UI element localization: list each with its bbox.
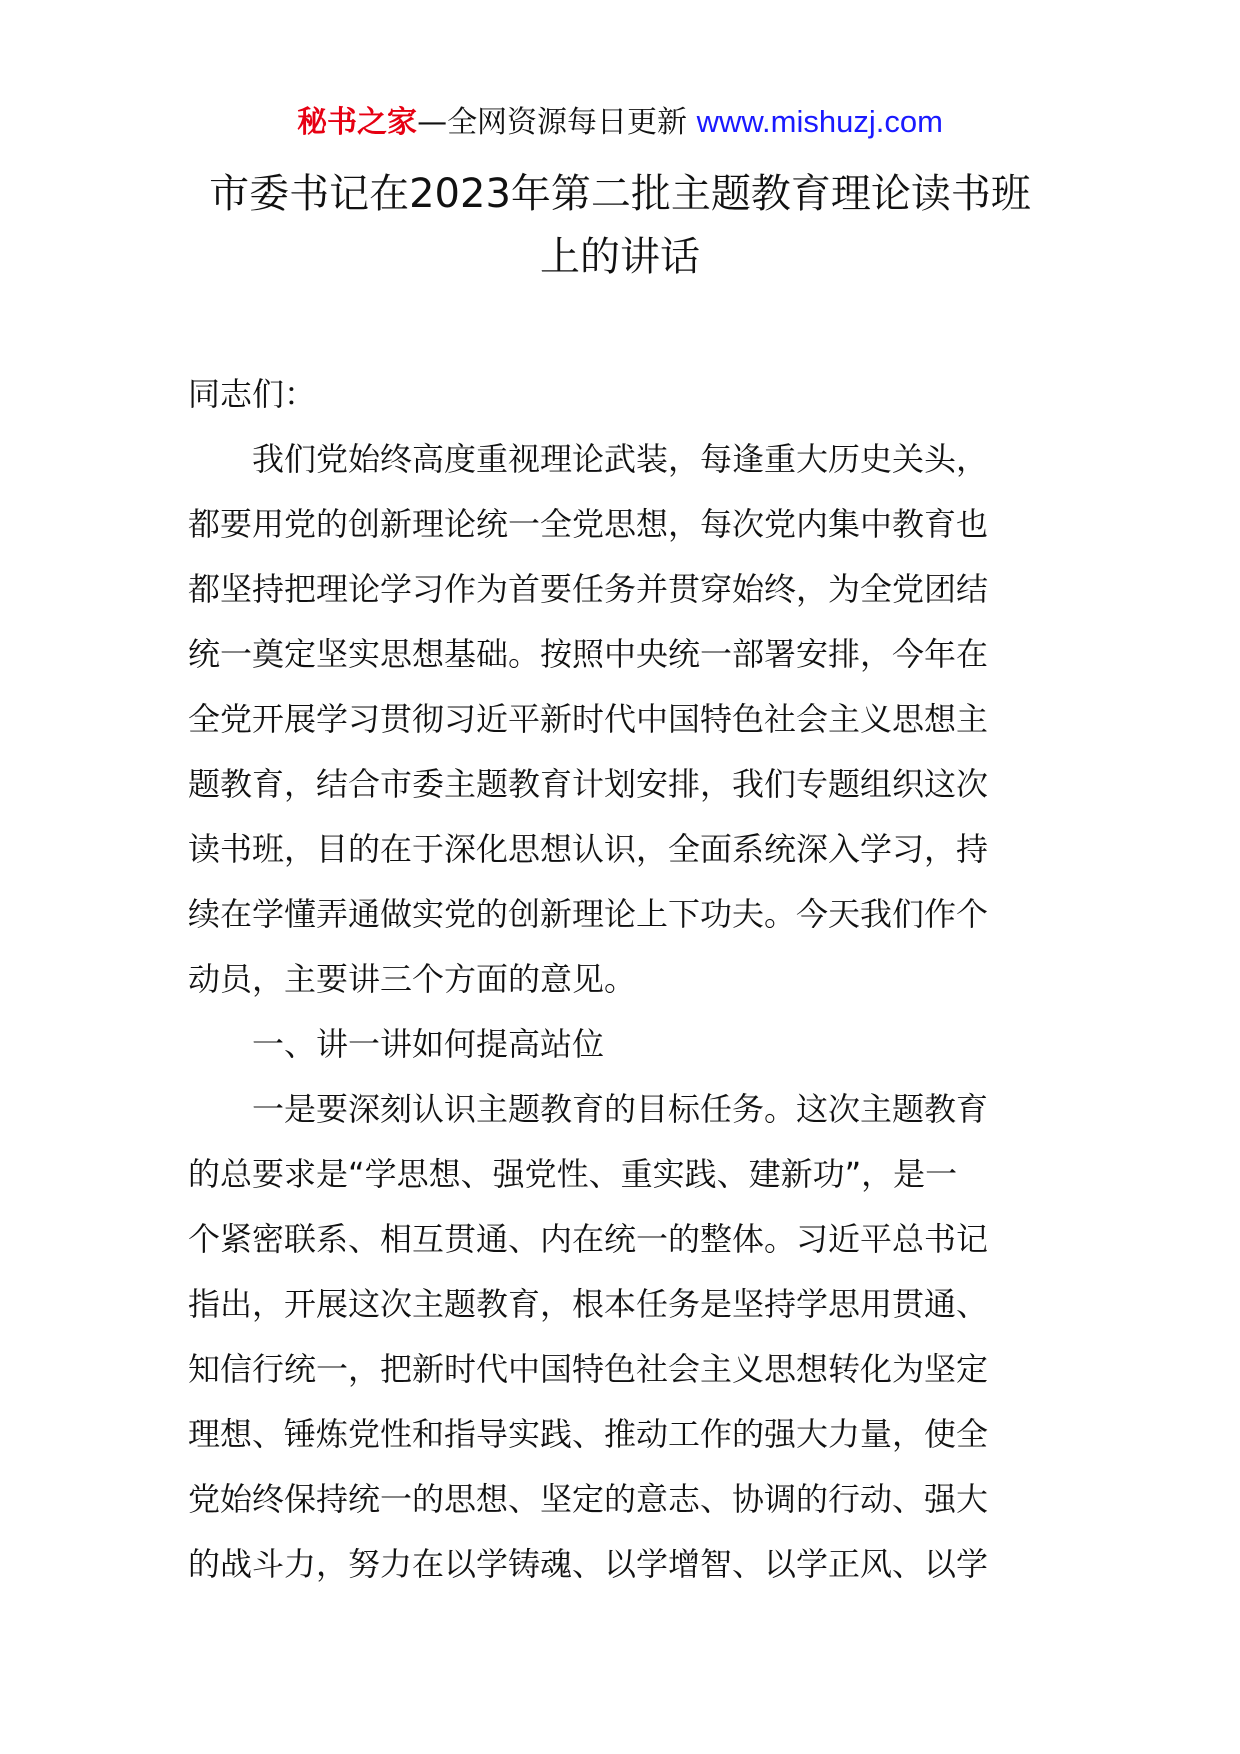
section-heading-1: 一、讲一讲如何提高站位 (252, 1025, 605, 1063)
site-name: 秘书之家 (297, 105, 418, 140)
document-body (188, 362, 1058, 1597)
paragraph-line: 一是要深刻认识主题教育的目标任务。这次主题教育 (252, 1090, 989, 1128)
paragraph-1 (188, 427, 1058, 1012)
site-url-link[interactable]: www.mishuzj.com (696, 104, 943, 139)
paragraph-line: 全党开展学习贯彻习近平新时代中国特色社会主义思想主 (188, 700, 989, 738)
title-line-2: 上的讲话 (540, 234, 700, 280)
title-line-1: 市委书记在2023年第二批主题教育理论读书班 (209, 171, 1031, 217)
paragraph-line: 都坚持把理论学习作为首要任务并贯穿始终，为全党团结 (188, 570, 989, 608)
paragraph-line: 党始终保持统一的思想、坚定的意志、协调的行动、强大 (188, 1480, 989, 1518)
paragraph-line: 都要用党的创新理论统一全党思想，每次党内集中教育也 (188, 505, 989, 543)
site-slogan: —全网资源每日更新 (417, 105, 697, 140)
paragraph-line: 题教育，结合市委主题教育计划安排，我们专题组织这次 (188, 765, 989, 803)
paragraph-line: 个紧密联系、相互贯通、内在统一的整体。习近平总书记 (188, 1220, 989, 1258)
paragraph-line: 读书班，目的在于深化思想认识，全面系统深入学习，持 (188, 830, 989, 868)
paragraph-2 (188, 1077, 1058, 1597)
paragraph-line: 知信行统一，把新时代中国特色社会主义思想转化为坚定 (188, 1350, 989, 1388)
paragraph-line: 的总要求是“学思想、强党性、重实践、建新功”，是一 (188, 1155, 958, 1193)
site-header (0, 100, 1240, 145)
paragraph-line: 续在学懂弄通做实党的创新理论上下功夫。今天我们作个 (188, 895, 989, 933)
paragraph-line: 动员，主要讲三个方面的意见。 (188, 960, 637, 998)
paragraph-line: 我们党始终高度重视理论武装，每逢重大历史关头， (252, 440, 989, 478)
paragraph-line: 指出，开展这次主题教育，根本任务是坚持学思用贯通、 (188, 1285, 989, 1323)
paragraph-line: 统一奠定坚实思想基础。按照中央统一部署安排，今年在 (188, 635, 989, 673)
salutation: 同志们： (188, 375, 317, 413)
paragraph-line: 理想、锤炼党性和指导实践、推动工作的强大力量，使全 (188, 1415, 989, 1453)
paragraph-line: 的战斗力，努力在以学铸魂、以学增智、以学正风、以学 (188, 1545, 989, 1583)
document-title (150, 163, 1090, 289)
